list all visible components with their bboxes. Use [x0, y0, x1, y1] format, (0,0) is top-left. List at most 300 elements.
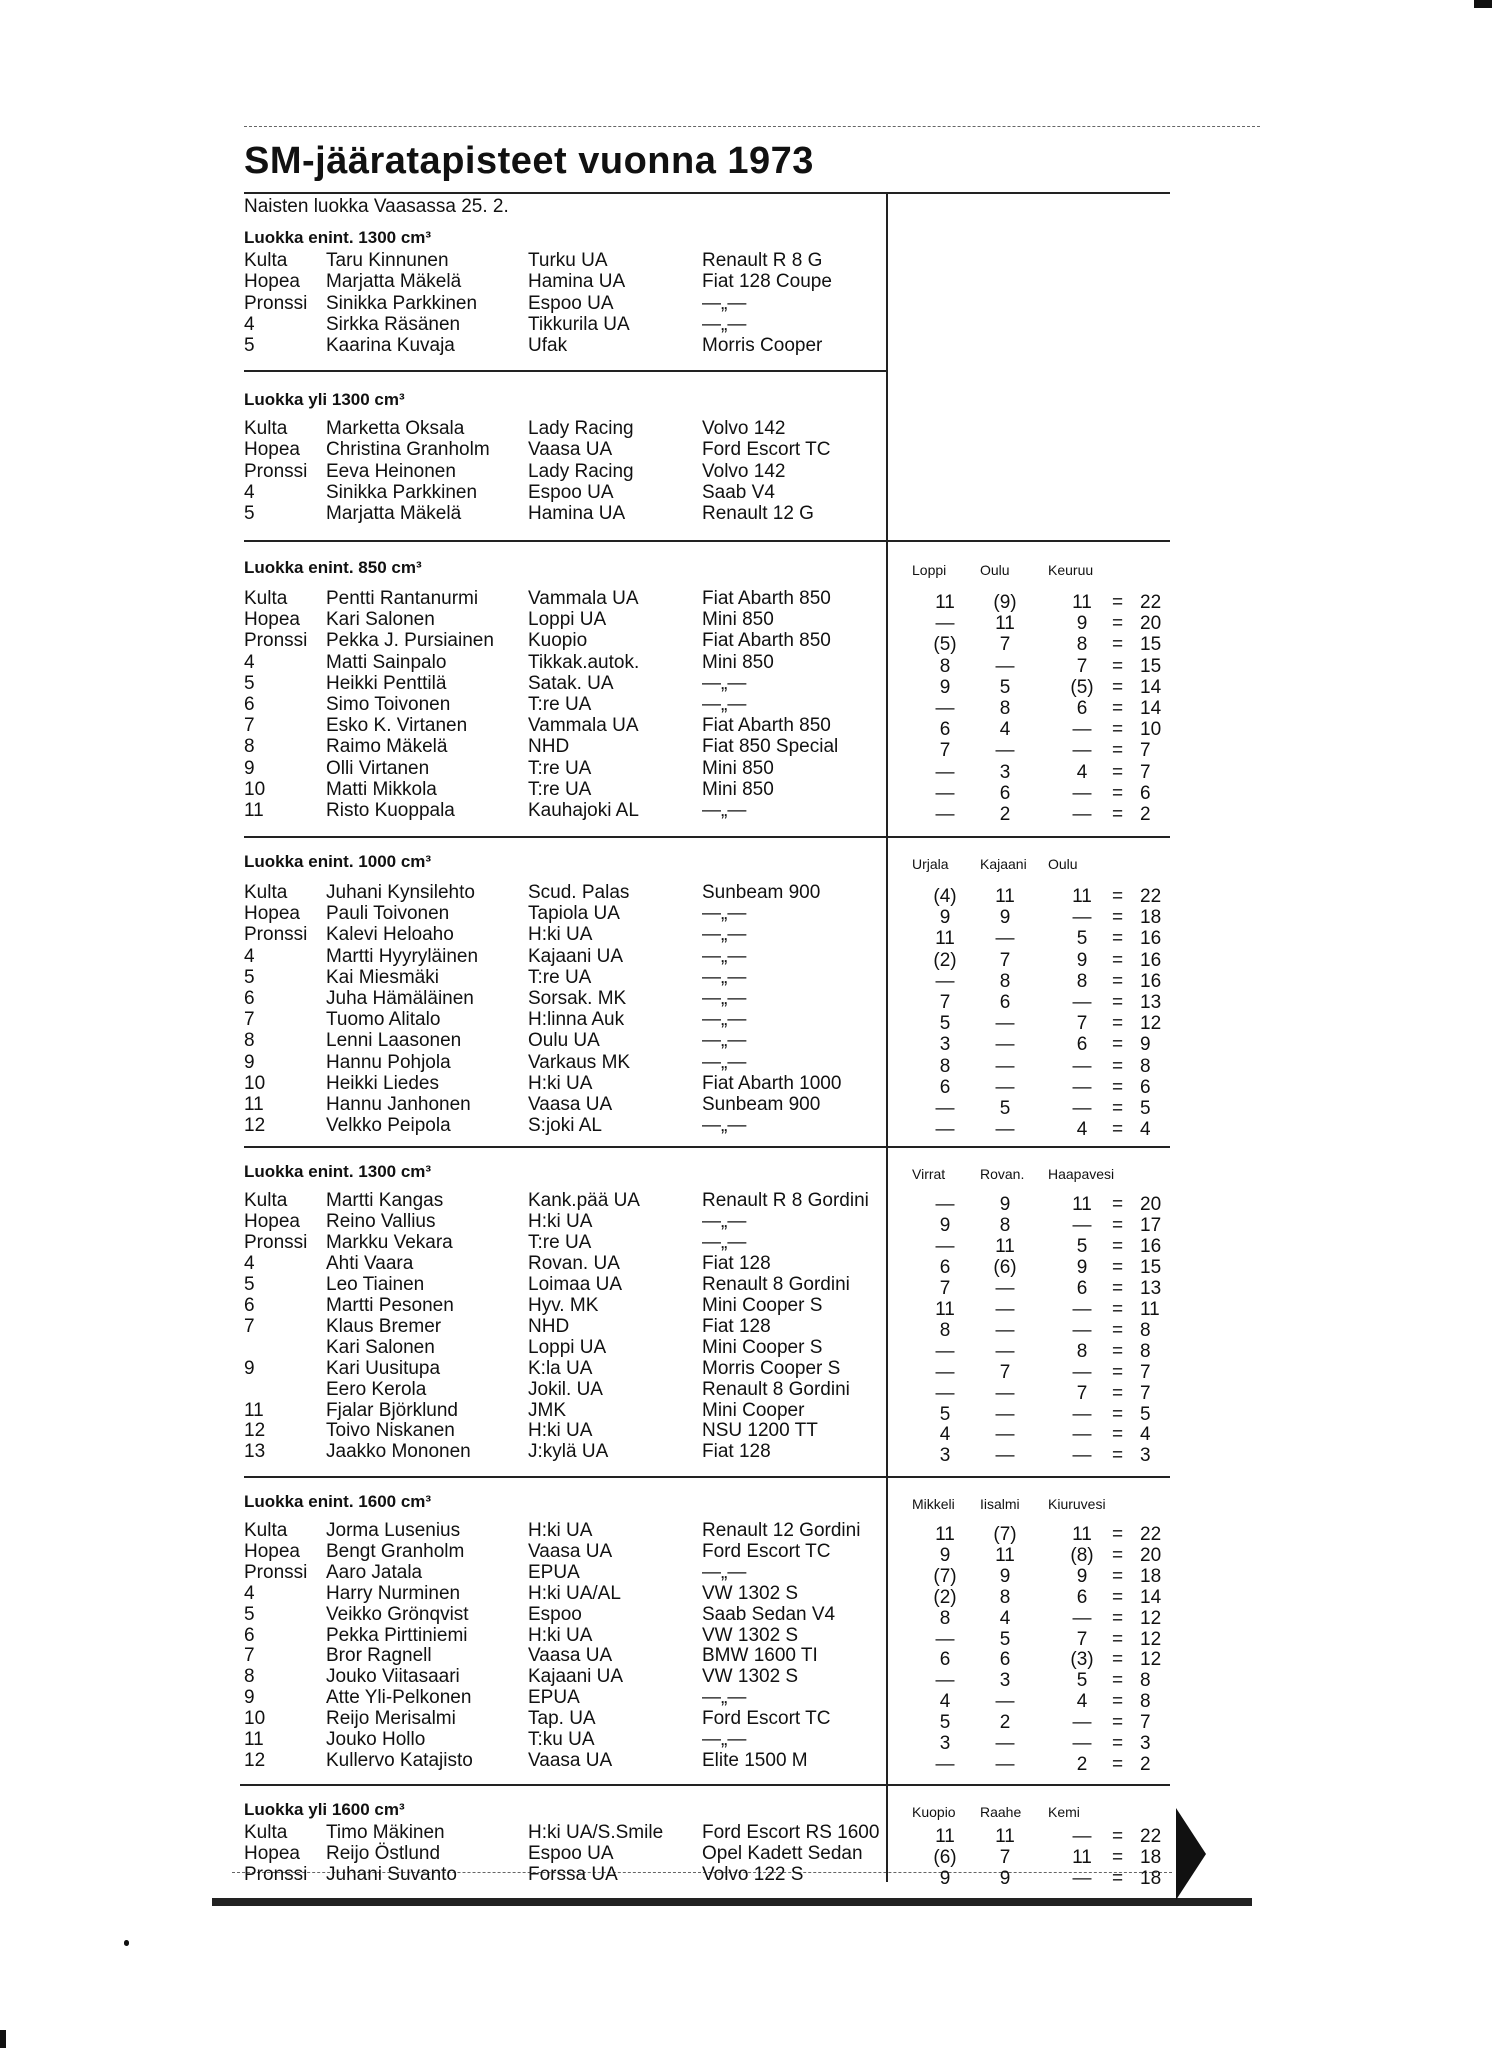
- car-model: —„—: [702, 903, 747, 925]
- race-score: —: [935, 613, 955, 635]
- car-model: Mini Cooper S: [702, 1294, 823, 1316]
- result-row: [244, 736, 884, 757]
- equals-sign: =: [1112, 1607, 1124, 1629]
- placing: Hopea: [244, 271, 300, 293]
- car-model: —„—: [702, 966, 747, 988]
- race-score: —: [1072, 1607, 1092, 1629]
- top-dashed-rule: [244, 126, 1260, 127]
- driver-name: Tuomo Alitalo: [326, 1009, 441, 1031]
- club-name: Turku UA: [528, 250, 608, 271]
- race-score: —: [995, 1691, 1015, 1713]
- placing: 9: [244, 757, 255, 779]
- result-row: [244, 1864, 884, 1885]
- club-name: Vaasa UA: [528, 1094, 613, 1115]
- section-divider: [240, 1784, 1170, 1786]
- driver-name: Ahti Vaara: [326, 1252, 414, 1274]
- total-points: 15: [1140, 634, 1162, 656]
- race-score: —: [935, 1670, 955, 1692]
- result-row: [244, 1232, 884, 1253]
- driver-name: Juhani Kynsilehto: [326, 882, 475, 903]
- equals-sign: =: [1112, 970, 1124, 992]
- result-row: [244, 271, 884, 292]
- driver-name: Raimo Mäkelä: [326, 736, 448, 758]
- club-name: Vaasa UA: [528, 1645, 613, 1667]
- total-points: 7: [1140, 1712, 1151, 1734]
- total-points: 15: [1140, 1256, 1162, 1278]
- car-model: Volvo 142: [702, 460, 786, 482]
- equals-sign: =: [1112, 1298, 1124, 1320]
- race-score: (7): [933, 1565, 957, 1587]
- car-model: Ford Escort RS 1600: [702, 1822, 880, 1843]
- equals-sign: =: [1112, 1586, 1124, 1608]
- car-model: Morris Cooper: [702, 335, 823, 357]
- placing: 8: [244, 1666, 255, 1688]
- car-model: BMW 1600 TI: [702, 1645, 818, 1667]
- race-score: 11: [1072, 592, 1092, 613]
- section-title: Luokka enint. 850 cm³: [244, 558, 422, 577]
- placing: 12: [244, 1749, 266, 1771]
- race-score: 7: [939, 992, 951, 1013]
- result-row: [244, 903, 884, 924]
- race-score: 2: [1076, 1753, 1088, 1775]
- race-score: —: [935, 1098, 955, 1119]
- race-score: —: [995, 1382, 1015, 1404]
- total-points: 7: [1140, 740, 1151, 762]
- equals-sign: =: [1112, 1565, 1124, 1587]
- race-score: 5: [999, 1628, 1011, 1650]
- club-name: Lady Racing: [528, 460, 634, 482]
- race-score: —: [1072, 1298, 1092, 1320]
- result-row: [244, 503, 884, 524]
- result-row: [244, 1316, 884, 1337]
- total-points: 17: [1140, 1214, 1162, 1236]
- equals-sign: =: [1112, 1424, 1124, 1446]
- race-score: 3: [939, 1034, 951, 1056]
- equals-sign: =: [1112, 1691, 1124, 1713]
- score-column-header: Haapavesi: [1048, 1166, 1115, 1182]
- equals-sign: =: [1112, 1868, 1124, 1889]
- placing: Pronssi: [244, 460, 308, 482]
- equals-sign: =: [1112, 1277, 1124, 1299]
- race-score: —: [995, 1076, 1015, 1098]
- driver-name: Juhani Suvanto: [326, 1864, 457, 1885]
- equals-sign: =: [1112, 655, 1124, 677]
- race-score: 7: [999, 634, 1011, 656]
- total-points: 18: [1140, 907, 1162, 929]
- club-name: H:ki UA: [528, 1520, 593, 1541]
- driver-name: Matti Mikkola: [326, 778, 437, 800]
- placing: 4: [244, 651, 255, 673]
- race-score: 11: [1072, 1194, 1092, 1215]
- race-score: (4): [933, 886, 957, 907]
- total-points: 6: [1140, 1076, 1151, 1098]
- race-score: 8: [999, 698, 1011, 719]
- placing: 12: [244, 1115, 266, 1137]
- car-model: —„—: [702, 945, 747, 967]
- placing: 5: [244, 966, 255, 988]
- club-name: Scud. Palas: [528, 882, 630, 903]
- equals-sign: =: [1112, 1544, 1124, 1566]
- car-model: Saab Sedan V4: [702, 1603, 836, 1625]
- section-title: Luokka enint. 1000 cm³: [244, 852, 432, 871]
- race-score: 9: [1076, 1256, 1088, 1278]
- result-row: [244, 1843, 884, 1864]
- total-points: 13: [1140, 1277, 1162, 1299]
- driver-name: Kalevi Heloaho: [326, 924, 454, 946]
- result-row: [244, 1708, 884, 1729]
- total-points: 14: [1140, 1586, 1162, 1608]
- result-row: [244, 1666, 884, 1687]
- car-model: Fiat 128 Coupe: [702, 271, 832, 293]
- driver-name: Bengt Granholm: [326, 1540, 465, 1562]
- result-row: [244, 1052, 884, 1073]
- placing: 10: [244, 1708, 266, 1730]
- placing: 9: [244, 1687, 255, 1709]
- total-points: 8: [1140, 1055, 1151, 1077]
- club-name: H:ki UA: [528, 1210, 593, 1232]
- score-column-header: Keuruu: [1048, 562, 1094, 578]
- race-score: 9: [1076, 1565, 1088, 1587]
- driver-name: Fjalar Björklund: [326, 1399, 458, 1421]
- total-points: 16: [1140, 928, 1162, 950]
- car-model: —„—: [702, 1231, 747, 1253]
- car-model: VW 1302 S: [702, 1624, 799, 1646]
- driver-name: Taru Kinnunen: [326, 250, 449, 271]
- total-points: 9: [1140, 1034, 1151, 1056]
- car-model: Renault R 8 Gordini: [702, 1190, 869, 1211]
- section-divider: [244, 1146, 1170, 1148]
- race-score: (3): [1070, 1649, 1094, 1671]
- driver-name: Christina Granholm: [326, 439, 490, 461]
- race-score: 6: [939, 719, 951, 741]
- driver-name: Aaro Jatala: [326, 1561, 423, 1583]
- result-row: [244, 418, 884, 439]
- placing: 11: [244, 800, 264, 821]
- total-points: 18: [1140, 1847, 1162, 1868]
- race-score: —: [1072, 1826, 1092, 1847]
- equals-sign: =: [1112, 1098, 1124, 1119]
- placing: Hopea: [244, 439, 300, 461]
- race-score: 8: [939, 655, 951, 677]
- driver-name: Marketta Oksala: [326, 418, 465, 439]
- club-name: H:ki UA: [528, 1624, 593, 1646]
- race-score: 6: [1076, 698, 1088, 719]
- section-title: Luokka yli 1300 cm³: [244, 390, 405, 409]
- score-column-header: Raahe: [980, 1804, 1022, 1820]
- result-row: [244, 882, 884, 903]
- result-row: [244, 293, 884, 314]
- driver-name: Hannu Janhonen: [326, 1094, 471, 1115]
- arrow-right-icon: [1176, 1808, 1206, 1900]
- placing: 4: [244, 481, 255, 503]
- race-score: 6: [1076, 1277, 1088, 1299]
- race-score: (6): [933, 1847, 957, 1868]
- driver-name: Heikki Liedes: [326, 1072, 439, 1094]
- placing: 5: [244, 503, 255, 525]
- placing: 8: [244, 736, 255, 758]
- club-name: H:ki UA/S.Smile: [528, 1822, 664, 1843]
- driver-name: Sinikka Parkkinen: [326, 292, 478, 314]
- race-score: 3: [939, 1445, 951, 1467]
- result-row: [244, 1750, 884, 1771]
- result-row: [244, 1274, 884, 1295]
- driver-name: Veikko Grönqvist: [326, 1603, 469, 1625]
- equals-sign: =: [1112, 740, 1124, 762]
- race-score: —: [995, 1119, 1015, 1141]
- score-column-header: Oulu: [980, 562, 1010, 578]
- equals-sign: =: [1112, 1214, 1124, 1236]
- total-points: 5: [1140, 1403, 1151, 1425]
- car-model: Opel Kadett Sedan: [702, 1843, 863, 1864]
- race-score: (2): [933, 949, 957, 971]
- club-name: Kajaani UA: [528, 1666, 624, 1688]
- total-points: 12: [1140, 1607, 1162, 1629]
- race-score: 6: [1076, 1034, 1088, 1056]
- placing: Pronssi: [244, 630, 308, 652]
- club-name: EPUA: [528, 1687, 580, 1709]
- equals-sign: =: [1112, 782, 1124, 804]
- race-score: —: [1072, 1712, 1092, 1734]
- car-model: —„—: [702, 1729, 747, 1750]
- total-points: 22: [1140, 1826, 1162, 1847]
- race-score: 11: [1072, 1847, 1092, 1868]
- score-column-header: Oulu: [1048, 856, 1078, 872]
- equals-sign: =: [1112, 1361, 1124, 1383]
- total-points: 16: [1140, 949, 1162, 971]
- race-score: 11: [935, 1524, 955, 1545]
- club-name: Vaasa UA: [528, 1749, 613, 1771]
- race-score: 11: [995, 1544, 1015, 1566]
- club-name: Varkaus MK: [528, 1051, 631, 1073]
- driver-name: Harry Nurminen: [326, 1582, 461, 1604]
- car-model: Ford Escort TC: [702, 439, 831, 461]
- result-row: [244, 1253, 884, 1274]
- total-points: 20: [1140, 613, 1162, 635]
- equals-sign: =: [1112, 992, 1124, 1013]
- equals-sign: =: [1112, 1403, 1124, 1425]
- race-score: —: [935, 804, 955, 825]
- section-title: Luokka yli 1600 cm³: [244, 1800, 405, 1819]
- equals-sign: =: [1112, 1628, 1124, 1650]
- placing: Kulta: [244, 588, 288, 609]
- score-column-header: Kajaani: [980, 856, 1027, 872]
- race-score: (9): [993, 592, 1017, 613]
- race-score: —: [1072, 907, 1092, 929]
- car-model: Mini Cooper: [702, 1399, 805, 1421]
- race-score: —: [935, 1628, 955, 1650]
- club-name: T:re UA: [528, 778, 592, 800]
- driver-name: Eeva Heinonen: [326, 460, 456, 482]
- result-row: [244, 609, 884, 630]
- equals-sign: =: [1112, 1319, 1124, 1341]
- race-score: —: [935, 761, 955, 783]
- driver-name: Simo Toivonen: [326, 694, 451, 715]
- race-score: —: [995, 1055, 1015, 1077]
- race-score: —: [995, 1340, 1015, 1362]
- title-underline: [244, 192, 1170, 194]
- total-points: 2: [1140, 804, 1151, 825]
- car-model: Fiat 128: [702, 1315, 771, 1337]
- car-model: Renault R 8 G: [702, 250, 823, 271]
- race-score: 3: [939, 1733, 951, 1754]
- total-points: 22: [1140, 1524, 1162, 1545]
- section-divider: [244, 370, 886, 372]
- equals-sign: =: [1112, 886, 1124, 907]
- result-row: [244, 715, 884, 736]
- placing: 7: [244, 715, 255, 737]
- club-name: Vammala UA: [528, 715, 639, 737]
- race-score: —: [1072, 1361, 1092, 1383]
- car-model: Saab V4: [702, 481, 775, 503]
- placing: 11: [244, 1729, 264, 1750]
- driver-name: Kai Miesmäki: [326, 966, 439, 988]
- car-model: Volvo 142: [702, 418, 786, 439]
- result-row: [244, 1562, 884, 1583]
- total-points: 16: [1140, 970, 1162, 992]
- race-score: —: [935, 782, 955, 804]
- equals-sign: =: [1112, 634, 1124, 656]
- driver-name: Pentti Rantanurmi: [326, 588, 479, 609]
- driver-name: Pekka Pirttiniemi: [326, 1624, 468, 1646]
- placing: 11: [244, 1094, 264, 1115]
- result-row: [244, 1115, 884, 1136]
- race-score: —: [1072, 804, 1092, 825]
- driver-name: Marjatta Mäkelä: [326, 503, 462, 525]
- total-points: 22: [1140, 886, 1162, 907]
- total-points: 3: [1140, 1733, 1151, 1754]
- placing: 9: [244, 1051, 255, 1073]
- placing: Hopea: [244, 609, 300, 631]
- driver-name: Matti Sainpalo: [326, 651, 447, 673]
- club-name: Hyv. MK: [528, 1294, 599, 1316]
- race-score: —: [995, 928, 1015, 950]
- race-score: (5): [1070, 676, 1094, 698]
- result-row: [244, 1009, 884, 1030]
- race-score: 4: [999, 1607, 1011, 1629]
- placing: Hopea: [244, 903, 300, 925]
- placing: Kulta: [244, 1822, 288, 1843]
- race-score: —: [995, 740, 1015, 762]
- car-model: Renault 8 Gordini: [702, 1273, 850, 1295]
- race-score: 3: [999, 761, 1011, 783]
- race-score: —: [935, 1382, 955, 1404]
- race-score: —: [1072, 1403, 1092, 1425]
- result-row: [244, 800, 884, 821]
- car-model: VW 1302 S: [702, 1666, 799, 1688]
- score-column-header: Kemi: [1048, 1804, 1080, 1820]
- car-model: —„—: [702, 313, 747, 335]
- driver-name: Timo Mäkinen: [326, 1822, 445, 1843]
- total-points: 15: [1140, 655, 1162, 677]
- race-score: —: [1072, 1076, 1092, 1098]
- race-score: 5: [939, 1403, 951, 1425]
- page-title: SM-jääratapisteet vuonna 1973: [244, 140, 814, 182]
- total-points: 8: [1140, 1670, 1151, 1692]
- placing: Kulta: [244, 1190, 288, 1211]
- race-score: 9: [939, 1214, 951, 1236]
- club-name: Espoo: [528, 1603, 582, 1625]
- club-name: T:re UA: [528, 1231, 592, 1253]
- race-score: 5: [1076, 1670, 1088, 1692]
- race-score: 9: [1076, 949, 1088, 971]
- equals-sign: =: [1112, 1194, 1124, 1215]
- driver-name: Olli Virtanen: [326, 757, 430, 779]
- equals-sign: =: [1112, 928, 1124, 950]
- score-column-header: Virrat: [912, 1166, 946, 1182]
- race-score: 8: [999, 1214, 1011, 1236]
- car-model: Fiat Abarth 850: [702, 630, 831, 652]
- club-name: NHD: [528, 1315, 570, 1337]
- total-points: 13: [1140, 992, 1162, 1013]
- placing: 4: [244, 313, 255, 335]
- race-score: —: [1072, 1868, 1092, 1889]
- edge-mark: [1474, 0, 1492, 8]
- total-points: 8: [1140, 1319, 1151, 1341]
- car-model: Mini 850: [702, 609, 774, 631]
- placing: 7: [244, 1645, 255, 1667]
- equals-sign: =: [1112, 1013, 1124, 1035]
- result-row: [244, 335, 884, 356]
- car-model: VW 1302 S: [702, 1582, 799, 1604]
- total-points: 20: [1140, 1544, 1162, 1566]
- driver-name: Toivo Niskanen: [326, 1420, 455, 1442]
- page-subtitle: Naisten luokka Vaasassa 25. 2.: [244, 196, 509, 217]
- equals-sign: =: [1112, 949, 1124, 971]
- total-points: 22: [1140, 592, 1162, 613]
- result-row: [244, 630, 884, 651]
- race-score: —: [935, 1235, 955, 1257]
- race-score: 7: [939, 740, 951, 762]
- club-name: JMK: [528, 1399, 566, 1421]
- equals-sign: =: [1112, 1256, 1124, 1278]
- club-name: Jokil. UA: [528, 1378, 603, 1400]
- total-points: 16: [1140, 1235, 1162, 1257]
- race-score: 5: [999, 676, 1011, 698]
- club-name: Vaasa UA: [528, 439, 613, 461]
- total-points: 7: [1140, 1382, 1151, 1404]
- driver-name: Jouko Viitasaari: [326, 1666, 460, 1688]
- driver-name: Kaarina Kuvaja: [326, 335, 455, 357]
- driver-name: Marjatta Mäkelä: [326, 271, 462, 293]
- driver-name: Jorma Lusenius: [326, 1520, 461, 1541]
- race-score: —: [995, 1403, 1015, 1425]
- equals-sign: =: [1112, 907, 1124, 929]
- equals-sign: =: [1112, 1753, 1124, 1775]
- result-row: [244, 1541, 884, 1562]
- race-score: (2): [933, 1586, 957, 1608]
- driver-name: Klaus Bremer: [326, 1315, 442, 1337]
- section-title: Luokka enint. 1600 cm³: [244, 1492, 432, 1511]
- race-score: —: [935, 1361, 955, 1383]
- race-score: 9: [939, 676, 951, 698]
- race-score: 6: [939, 1076, 951, 1098]
- club-name: Hamina UA: [528, 503, 626, 525]
- placing: Pronssi: [244, 1231, 308, 1253]
- car-model: —„—: [702, 924, 747, 946]
- placing: 6: [244, 1624, 255, 1646]
- club-name: H:ki UA: [528, 1420, 593, 1442]
- result-row: [244, 694, 884, 715]
- equals-sign: =: [1112, 804, 1124, 825]
- club-name: Oulu UA: [528, 1030, 600, 1052]
- club-name: J:kylä UA: [528, 1441, 609, 1463]
- car-model: Renault 12 G: [702, 503, 814, 525]
- race-score: 5: [1076, 1235, 1088, 1257]
- total-points: 4: [1140, 1119, 1151, 1141]
- placing: Pronssi: [244, 292, 308, 314]
- score-column-header: Iisalmi: [980, 1496, 1020, 1512]
- car-model: Fiat Abarth 1000: [702, 1072, 842, 1094]
